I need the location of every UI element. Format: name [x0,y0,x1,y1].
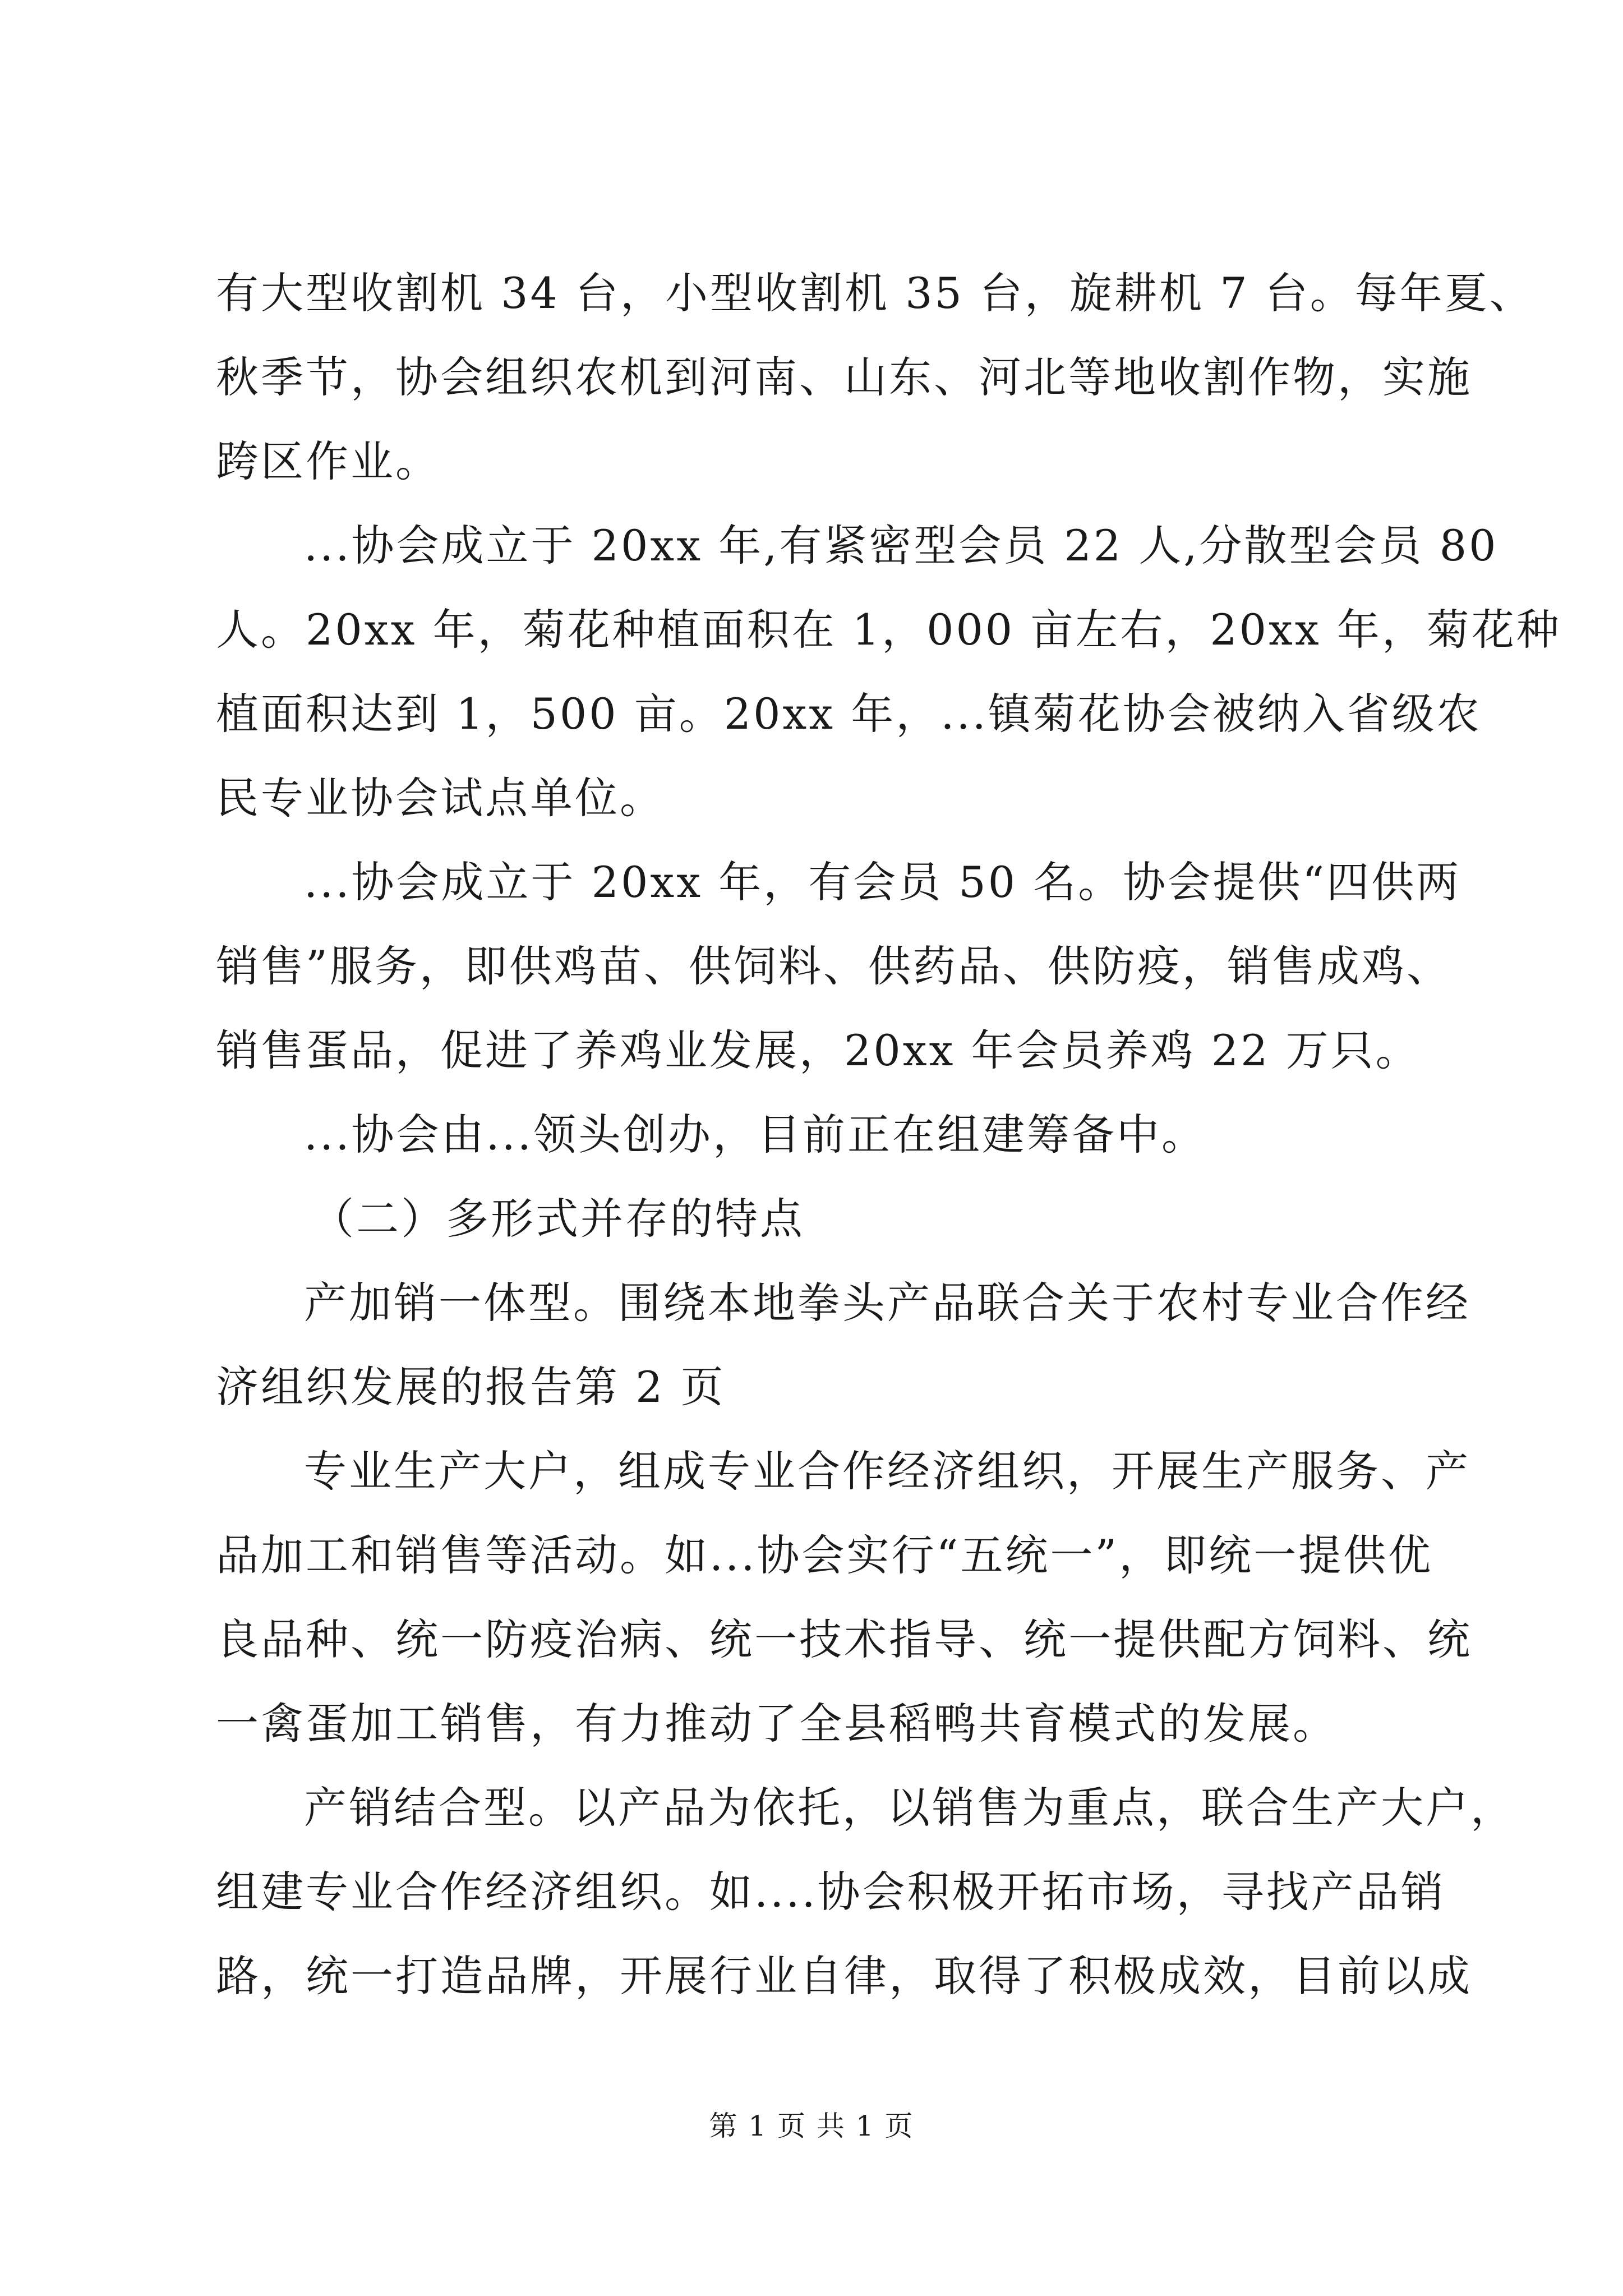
body-line: 销售”服务，即供鸡苗、供饲料、供药品、供防疫，销售成鸡、 [216,941,1451,991]
body-line: 人。20xx 年，菊花种植面积在 1，000 亩左右，20xx 年，菊花种 [216,605,1561,655]
document-body [216,251,1561,2018]
page-number-label: 第 1 页 共 1 页 [709,2110,914,2142]
body-line: 组建专业合作经济组织。如....协会积极开拓市场，寻找产品销 [216,1867,1446,1917]
body-line: 跨区作业。 [216,436,440,486]
paragraph-start-line: 产加销一体型。围绕本地拳头产品联合关于农村专业合作经 [304,1278,1470,1328]
body-line: 秋季节，协会组织农机到河南、山东、河北等地收割作物，实施 [216,352,1472,402]
paragraph-start-line: 产销结合型。以产品为依托，以销售为重点，联合生产大户， [304,1783,1515,1833]
body-line: 民专业协会试点单位。 [216,773,665,823]
paragraph-start-line: ...协会由...领头创办，目前正在组建筹备中。 [304,1110,1206,1159]
section-heading: （二）多形式并存的特点 [311,1194,805,1244]
body-line: 路，统一打造品牌，开展行业自律，取得了积极成效，目前以成 [216,1951,1472,2001]
page-footer [0,2109,1623,2143]
body-line: 一禽蛋加工销售，有力推动了全县稻鸭共育模式的发展。 [216,1699,1338,1749]
paragraph-start-line: 专业生产大户，组成专业合作经济组织，开展生产服务、产 [304,1446,1470,1496]
body-line: 济组织发展的报告第 2 页 [216,1362,726,1412]
paragraph-start-line: ...协会成立于 20xx 年，有会员 50 名。协会提供“四供两 [304,857,1461,907]
paragraph-start-line: ...协会成立于 20xx 年,有紧密型会员 22 人,分散型会员 80 [304,521,1498,570]
body-line: 植面积达到 1，500 亩。20xx 年，...镇菊花协会被纳入省级农 [216,689,1482,739]
body-line: 销售蛋品，促进了养鸡业发展，20xx 年会员养鸡 22 万只。 [216,1025,1421,1075]
body-line: 良品种、统一防疫治病、统一技术指导、统一提供配方饲料、统 [216,1614,1472,1664]
body-line: 品加工和销售等活动。如...协会实行“五统一”，即统一提供优 [216,1530,1433,1580]
body-line: 有大型收割机 34 台，小型收割机 35 台，旋耕机 7 台。每年夏、 [216,268,1534,318]
